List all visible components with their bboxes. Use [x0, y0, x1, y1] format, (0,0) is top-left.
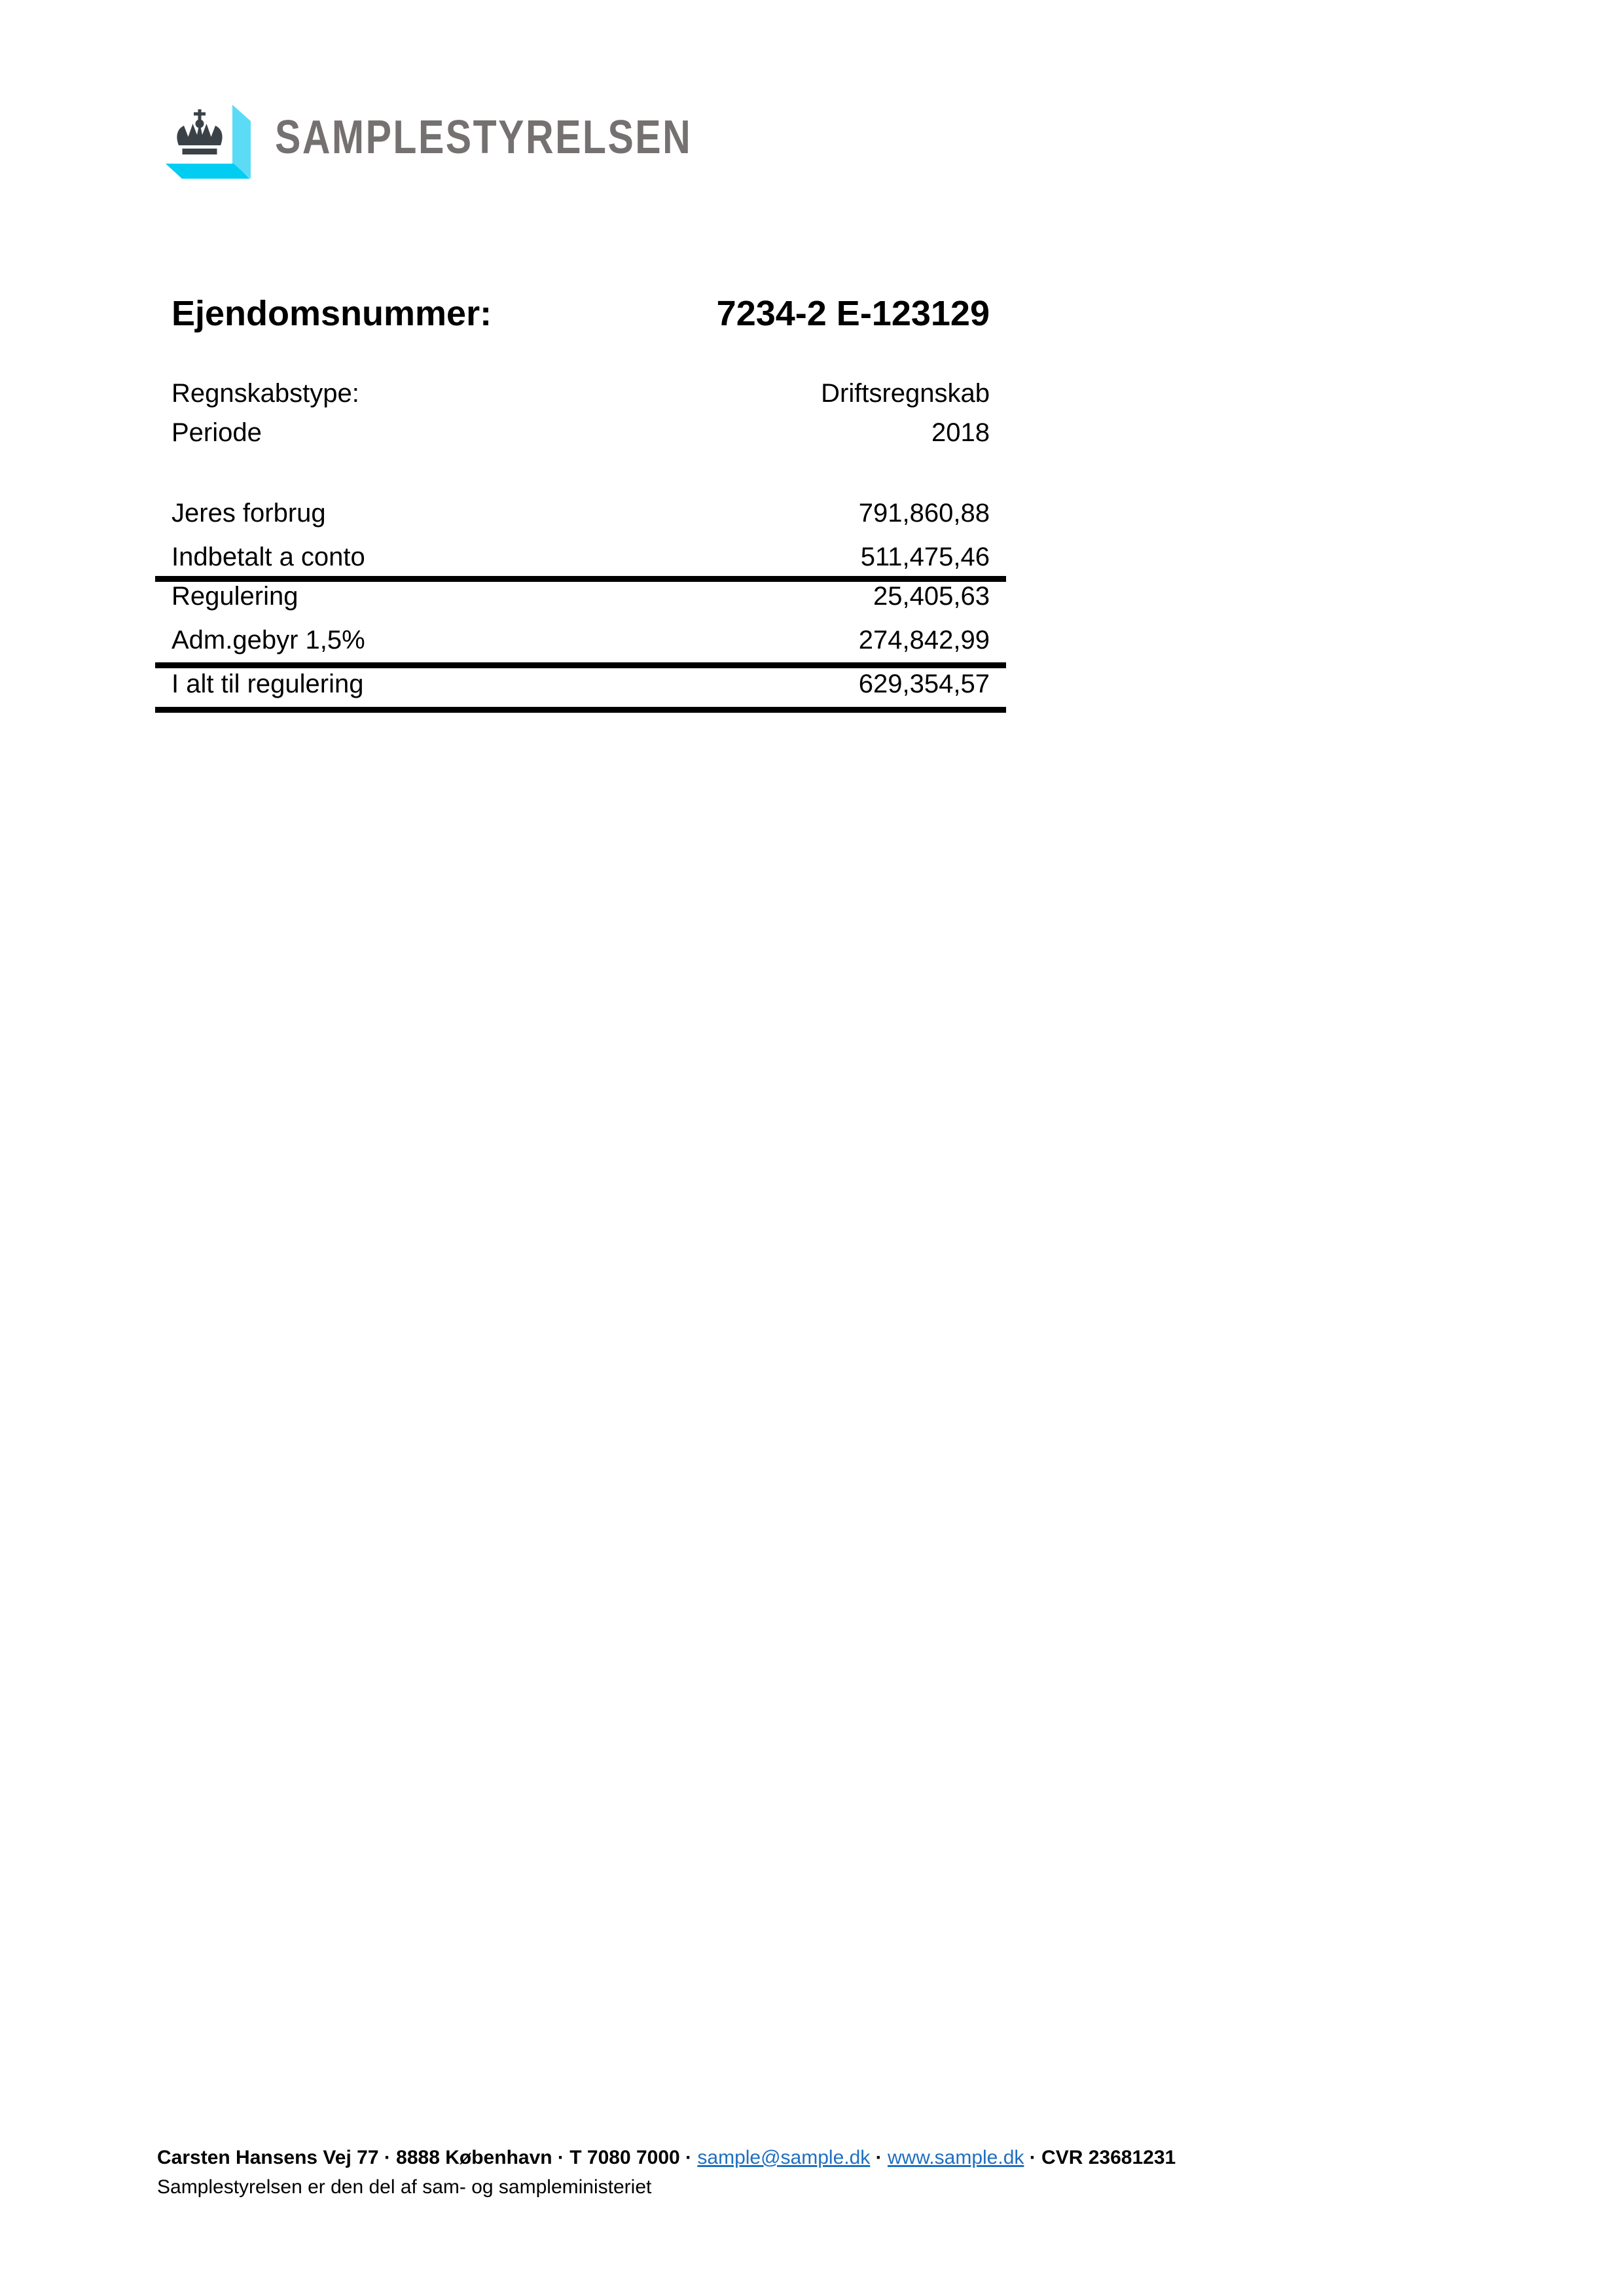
- account-type-value: Driftsregnskab: [821, 379, 990, 408]
- consumption-value: 791,860,88: [858, 499, 990, 528]
- footer-cvr: · CVR 23681231: [1024, 2147, 1176, 2168]
- period-value: 2018: [931, 418, 990, 447]
- org-name: SAMPLESTYRELSEN: [275, 111, 693, 164]
- footer-email-link[interactable]: sample@sample.dk: [697, 2147, 871, 2168]
- paid-on-account-value: 511,475,46: [860, 543, 990, 571]
- regulation-row: [155, 583, 1006, 609]
- footer-website-link[interactable]: www.sample.dk: [887, 2147, 1024, 2168]
- property-number-row: [155, 296, 1006, 331]
- admin-fee-row: [155, 627, 1006, 653]
- consumption-label: Jeres forbrug: [171, 499, 326, 528]
- total-value: 629,354,57: [858, 670, 990, 698]
- footer-ministry-line: Samplestyrelsen er den del af sam- og sampleministeriet: [157, 2176, 652, 2198]
- regulation-label: Regulering: [171, 582, 298, 611]
- footer-contact-line: [157, 2148, 1176, 2168]
- admin-fee-value: 274,842,99: [858, 626, 990, 655]
- separator-rule-2: [155, 662, 1006, 668]
- paid-on-account-row: [155, 544, 1006, 570]
- separator-rule-1: [155, 576, 1006, 582]
- crown-icon: [177, 109, 222, 154]
- period-row: [155, 420, 1006, 446]
- account-type-label: Regnskabstype:: [171, 379, 359, 408]
- footer-separator: ·: [870, 2147, 888, 2168]
- period-label: Periode: [171, 418, 262, 447]
- property-number-value: 7234-2 E-123129: [716, 294, 990, 333]
- footer-address: Carsten Hansens Vej 77 · 8888 København · T 7080 7000 ·: [157, 2147, 698, 2168]
- total-label: I alt til regulering: [171, 670, 364, 698]
- property-number-label: Ejendomsnummer:: [171, 294, 492, 333]
- agency-logo: [157, 97, 255, 188]
- separator-rule-3: [155, 707, 1006, 713]
- paid-on-account-label: Indbetalt a conto: [171, 543, 365, 571]
- admin-fee-label: Adm.gebyr 1,5%: [171, 626, 365, 655]
- total-row: [155, 671, 1006, 697]
- consumption-row: [155, 500, 1006, 526]
- account-type-row: [155, 380, 1006, 406]
- regulation-value: 25,405,63: [873, 582, 990, 611]
